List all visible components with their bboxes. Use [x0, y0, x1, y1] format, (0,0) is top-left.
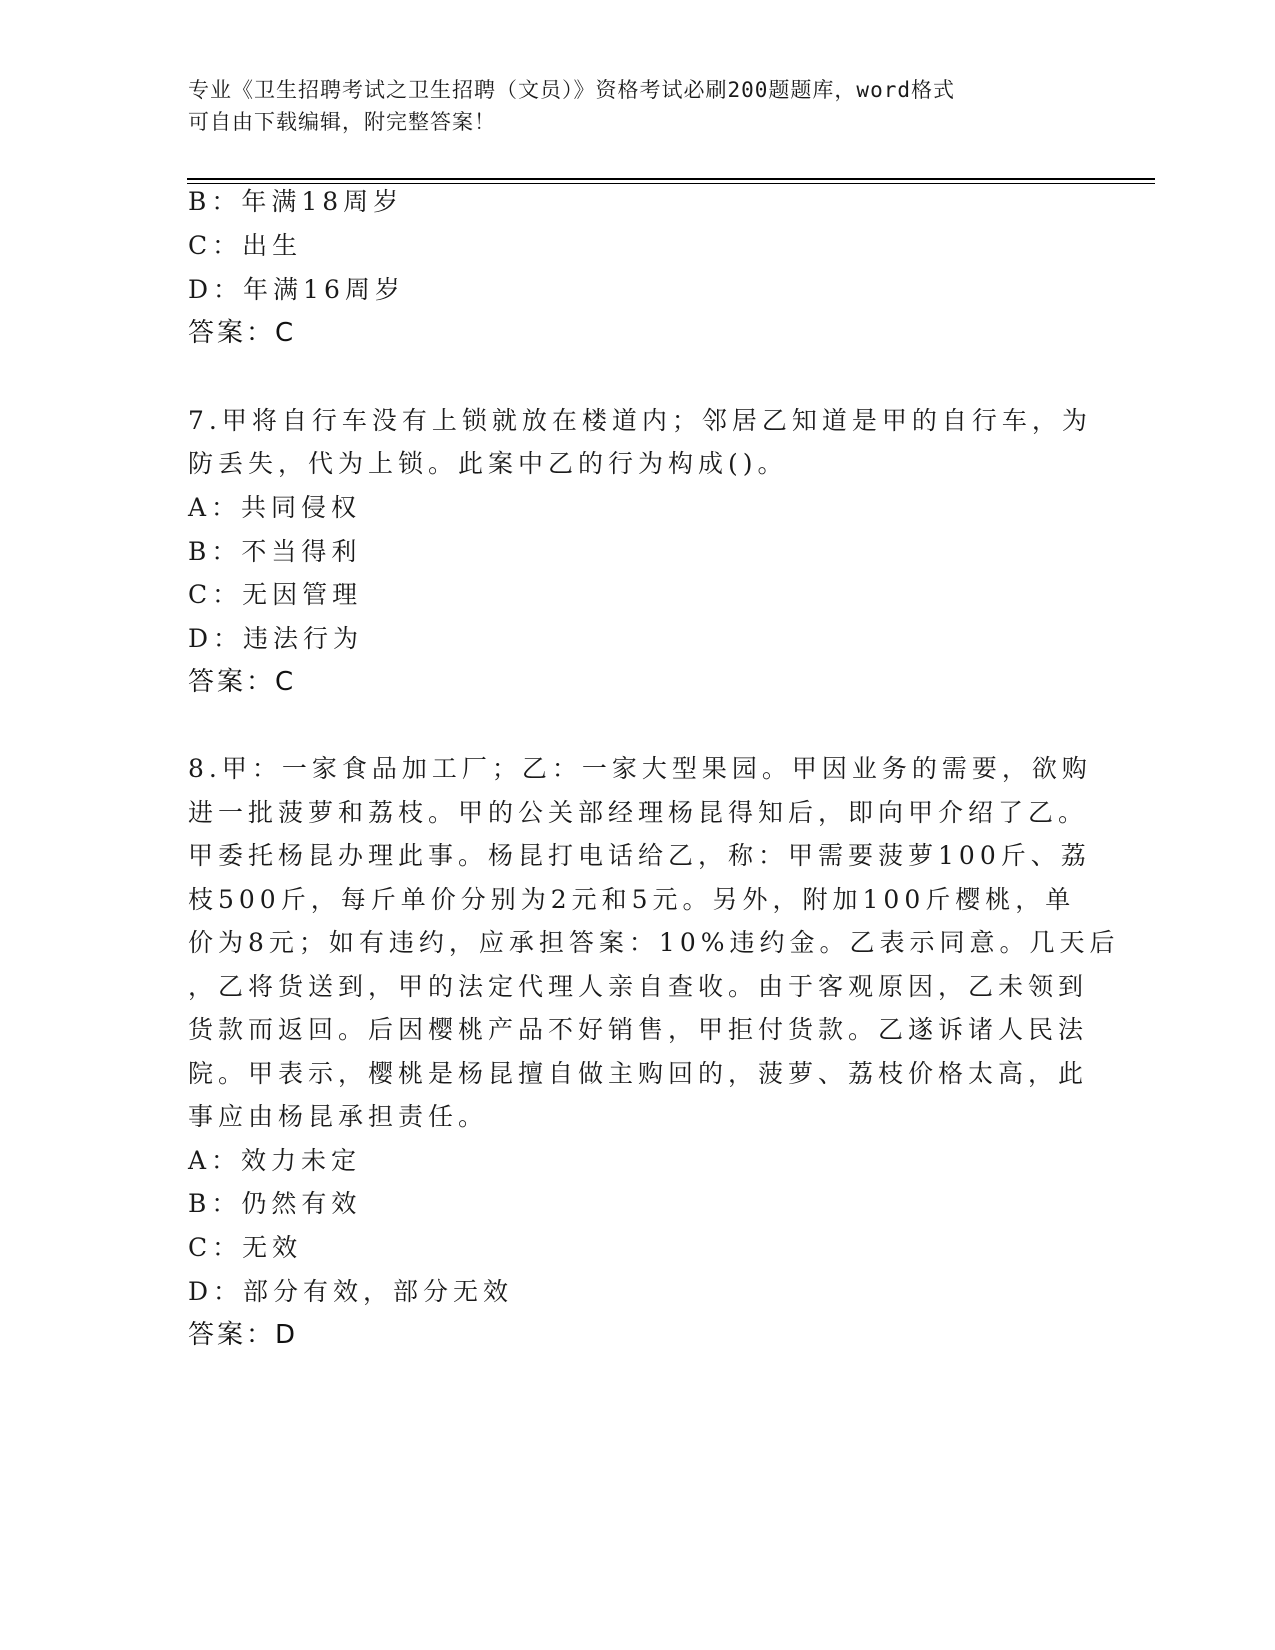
- q7-option-b: B：不当得利: [188, 537, 362, 566]
- q8-stem-line-9: 事应由杨昆承担责任。: [188, 1102, 489, 1131]
- q7-option-c: C：无因管理: [188, 580, 363, 609]
- q8-option-d: D：部分有效，部分无效: [188, 1277, 514, 1306]
- prev-option-c: C：出生: [188, 231, 303, 260]
- header-line-1: 专业《卫生招聘考试之卫生招聘（文员）》资格考试必刷200题题库，word格式: [188, 78, 955, 102]
- q8-stem-line-2: 进一批菠萝和荔枝。甲的公关部经理杨昆得知后，即向甲介绍了乙。: [188, 798, 1089, 827]
- q8-option-c: C：无效: [188, 1233, 303, 1262]
- q8-answer: 答案：D: [188, 1320, 299, 1350]
- q7-option-d: D：违法行为: [188, 624, 364, 653]
- q8-stem-line-7: 货款而返回。后因樱桃产品不好销售，甲拒付货款。乙遂诉诸人民法: [188, 1015, 1089, 1044]
- q8-option-b: B：仍然有效: [188, 1189, 362, 1218]
- header-line-2: 可自由下载编辑，附完整答案！: [188, 110, 496, 134]
- header-rule-thin: [187, 183, 1155, 184]
- q7-answer: 答案：C: [188, 667, 297, 697]
- q7-option-a: A：共同侵权: [188, 493, 362, 522]
- q7-stem-line-1: 7.甲将自行车没有上锁就放在楼道内；邻居乙知道是甲的自行车，为: [188, 406, 1092, 435]
- header-rule-thick: [187, 178, 1155, 180]
- q7-stem-line-2: 防丢失，代为上锁。此案中乙的行为构成()。: [188, 449, 788, 478]
- prev-answer: 答案：C: [188, 318, 297, 348]
- q8-option-a: A：效力未定: [188, 1146, 362, 1175]
- q8-stem-line-4: 枝500斤，每斤单价分别为2元和5元。另外，附加100斤樱桃，单: [188, 885, 1076, 914]
- prev-option-b: B：年满18周岁: [188, 187, 404, 216]
- q8-stem-line-8: 院。甲表示，樱桃是杨昆擅自做主购回的，菠萝、荔枝价格太高，此: [188, 1059, 1089, 1088]
- q8-stem-line-6: ，乙将货送到，甲的法定代理人亲自查收。由于客观原因，乙未领到: [188, 972, 1089, 1001]
- prev-option-d: D：年满16周岁: [188, 275, 405, 304]
- q8-stem-line-5: 价为8元；如有违约，应承担答案：10%违约金。乙表示同意。几天后: [188, 928, 1120, 957]
- q8-stem-line-1: 8.甲：一家食品加工厂；乙：一家大型果园。甲因业务的需要，欲购: [188, 754, 1092, 783]
- document-header: [188, 74, 1088, 138]
- q8-stem-line-3: 甲委托杨昆办理此事。杨昆打电话给乙，称：甲需要菠萝100斤、荔: [188, 841, 1091, 870]
